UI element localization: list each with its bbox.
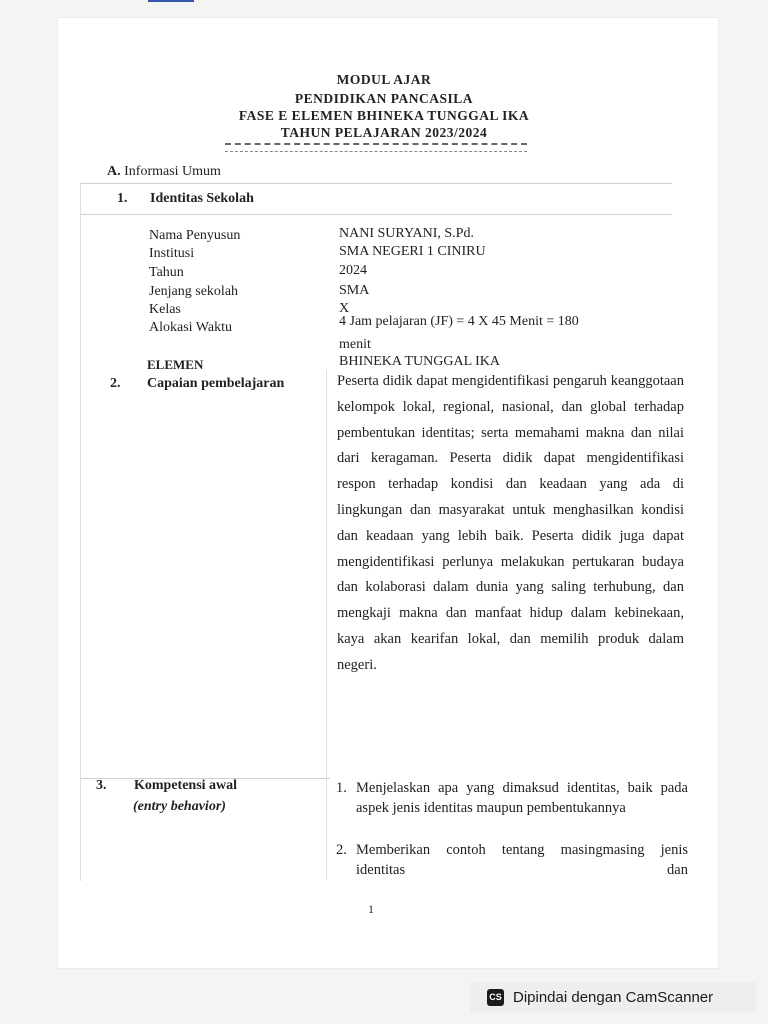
doc-phase-element: FASE E ELEMEN BHINEKA TUNGGAL IKA	[238, 108, 530, 123]
identity-label: Kelas	[149, 302, 181, 317]
table-column-border	[326, 370, 327, 880]
camscanner-label: Dipindai dengan CamScanner	[513, 988, 714, 1006]
doc-subject: PENDIDIKAN PANCASILA	[294, 91, 474, 106]
list-number: 1.	[336, 780, 347, 796]
list-number: 2.	[336, 842, 347, 858]
identity-label: Jenjang sekolah	[149, 284, 239, 299]
elemen-value: BHINEKA TUNGGAL IKA	[339, 354, 500, 369]
section-a-letter: A.	[107, 164, 121, 179]
identity-value-continued: menit	[339, 337, 371, 352]
item-2-title: Capaian pembelajaran	[147, 376, 285, 391]
item-3-number: 3.	[96, 778, 107, 793]
doc-school-year: TAHUN PELAJARAN 2023/2024	[280, 125, 488, 140]
identity-label: Institusi	[149, 246, 195, 261]
item-3-subtitle: (entry behavior)	[133, 799, 226, 814]
camscanner-watermark	[470, 982, 756, 1012]
item-1-number: 1.	[117, 191, 128, 206]
competency-list-item	[336, 840, 688, 880]
identity-value: 2024	[339, 263, 367, 278]
identity-value: X	[339, 301, 350, 316]
identity-value: 4 Jam pelajaran (JF) = 4 X 45 Menit = 180	[339, 314, 579, 329]
competency-list-item	[336, 778, 688, 818]
elemen-label: ELEMEN	[147, 357, 204, 372]
identity-value: SMA	[339, 283, 370, 298]
identity-label: Tahun	[149, 265, 184, 280]
list-text: Menjelaskan apa yang dimaksud identitas, baik pada aspek jenis identitas maupun pembentukannya	[356, 780, 688, 816]
doc-title: MODUL AJAR	[336, 72, 432, 87]
page-number: 1	[368, 902, 374, 916]
table-left-border	[80, 183, 81, 881]
table-top-border	[80, 183, 672, 184]
section-a-heading	[107, 164, 221, 180]
table-row-border	[80, 214, 672, 215]
item-2-number: 2.	[110, 376, 121, 391]
identity-label: Nama Penyusun	[149, 228, 241, 243]
capaian-pembelajaran-text: Peserta didik dapat mengidentifikasi pengaruh keanggotaan kelompok lokal, regional, nasional, dan global terhadap pembentukan identitas; serta memahami makna dan nilai dari keragaman. Peserta didik dapat mengidentifikasi respon terhadap kondisi dan keadaan yang ada di lingkungan dan masyarakat untuk menghasilkan kondisi dan keadaan yang lebih baik. Peserta didik juga dapat mengidentifikasi perlunya melakukan pertukaran budaya dan kolaborasi dalam dunia yang saling terhubung, dan mengkaji makna dan manfaat hidup dalam kebinekaan, kaya akan kearifan lokal, dan memilih produk dalam negeri.	[337, 373, 684, 673]
header-divider	[225, 143, 527, 152]
scan-edge-mark	[148, 0, 194, 2]
identity-value: SMA NEGERI 1 CINIRU	[339, 244, 486, 259]
camscanner-icon: CS	[487, 989, 504, 1006]
item-1-title: Identitas Sekolah	[150, 191, 254, 206]
list-text: Memberikan contoh tentang masingmasing jenis identitas dan	[356, 842, 688, 878]
identity-value: NANI SURYANI, S.Pd.	[339, 226, 474, 241]
item-3-title: Kompetensi awal	[134, 778, 238, 793]
identity-label: Alokasi Waktu	[149, 320, 232, 335]
section-a-title: Informasi Umum	[124, 164, 221, 179]
